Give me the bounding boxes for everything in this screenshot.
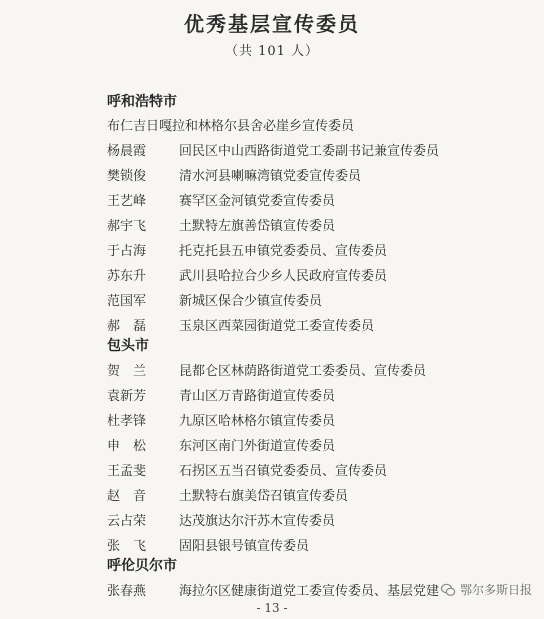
member-position: 昆都仑区林荫路街道党工委委员、宣传委员	[179, 364, 427, 379]
member-position: 赛罕区金河镇党委宣传委员	[179, 194, 336, 209]
member-position: 石拐区五当召镇党委委员、宣传委员	[179, 464, 388, 479]
member-position: 海拉尔区健康街道党工委宣传委员、基层党建	[179, 584, 440, 599]
member-count: （共 101 人）	[224, 44, 320, 59]
list-item	[107, 385, 534, 409]
list-item	[107, 115, 534, 139]
wechat-icon	[440, 582, 456, 598]
member-name: 王孟斐	[107, 464, 147, 479]
member-name: 张 飞	[107, 539, 147, 554]
list-item	[107, 510, 534, 534]
list-item	[107, 140, 534, 164]
member-name: 贺 兰	[107, 364, 147, 379]
section-heading: 包头市	[107, 338, 149, 354]
watermark	[440, 581, 532, 598]
member-position: 达茂旗达尔汗苏木宣传委员	[179, 514, 336, 529]
list-item	[107, 265, 534, 289]
member-position: 固阳县银号镇宣传委员	[179, 539, 310, 554]
member-name: 杨晨霞	[107, 144, 147, 159]
list-item	[107, 460, 534, 484]
document-title: 优秀基层宣传委员	[184, 12, 360, 36]
member-name: 杜孝锋	[107, 414, 147, 429]
watermark-text: 鄂尔多斯日报	[459, 583, 532, 597]
member-name: 袁新芳	[107, 389, 147, 404]
member-position: 武川县哈拉合少乡人民政府宣传委员	[179, 269, 388, 284]
member-name: 于占海	[107, 244, 147, 259]
list-item	[107, 315, 534, 339]
member-position: 玉泉区西菜园街道党工委宣传委员	[179, 319, 375, 334]
member-name: 樊锁俊	[107, 169, 147, 184]
member-name: 布仁吉日嘎拉	[107, 119, 186, 134]
member-name: 张春燕	[107, 584, 147, 599]
list-item	[107, 410, 534, 434]
member-name: 苏东升	[107, 269, 147, 284]
list-item	[107, 290, 534, 314]
list-item	[107, 165, 534, 189]
member-position: 九原区哈林格尔镇宣传委员	[179, 414, 336, 429]
page-number: - 13 -	[256, 601, 288, 615]
member-position: 新城区保合少镇宣传委员	[179, 294, 323, 309]
member-name: 云占荣	[107, 514, 147, 529]
list-item	[107, 190, 534, 214]
member-position: 回民区中山西路街道党工委副书记兼宣传委员	[179, 144, 440, 159]
member-name: 申 松	[107, 439, 147, 454]
member-name: 范国军	[107, 294, 147, 309]
list-item	[107, 215, 534, 239]
member-position: 土默特右旗美岱召镇宣传委员	[179, 489, 349, 504]
section-heading: 呼和浩特市	[107, 94, 177, 110]
member-position: 和林格尔县舍必崖乡宣传委员	[185, 119, 355, 134]
member-position: 青山区万青路街道宣传委员	[179, 389, 336, 404]
member-position: 清水河县喇嘛湾镇党委宣传委员	[179, 169, 362, 184]
member-name: 郝宇飞	[107, 219, 147, 234]
member-name: 王艺峰	[107, 194, 147, 209]
list-item	[107, 485, 534, 509]
list-item	[107, 360, 534, 384]
section-heading: 呼伦贝尔市	[107, 558, 177, 574]
member-name: 郝 磊	[107, 319, 147, 334]
member-position: 托克托县五申镇党委委员、宣传委员	[179, 244, 388, 259]
list-item	[107, 435, 534, 459]
member-position: 土默特左旗善岱镇宣传委员	[179, 219, 336, 234]
member-name: 赵 音	[107, 489, 147, 504]
member-position: 东河区南门外街道宣传委员	[179, 439, 336, 454]
list-item	[107, 240, 534, 264]
